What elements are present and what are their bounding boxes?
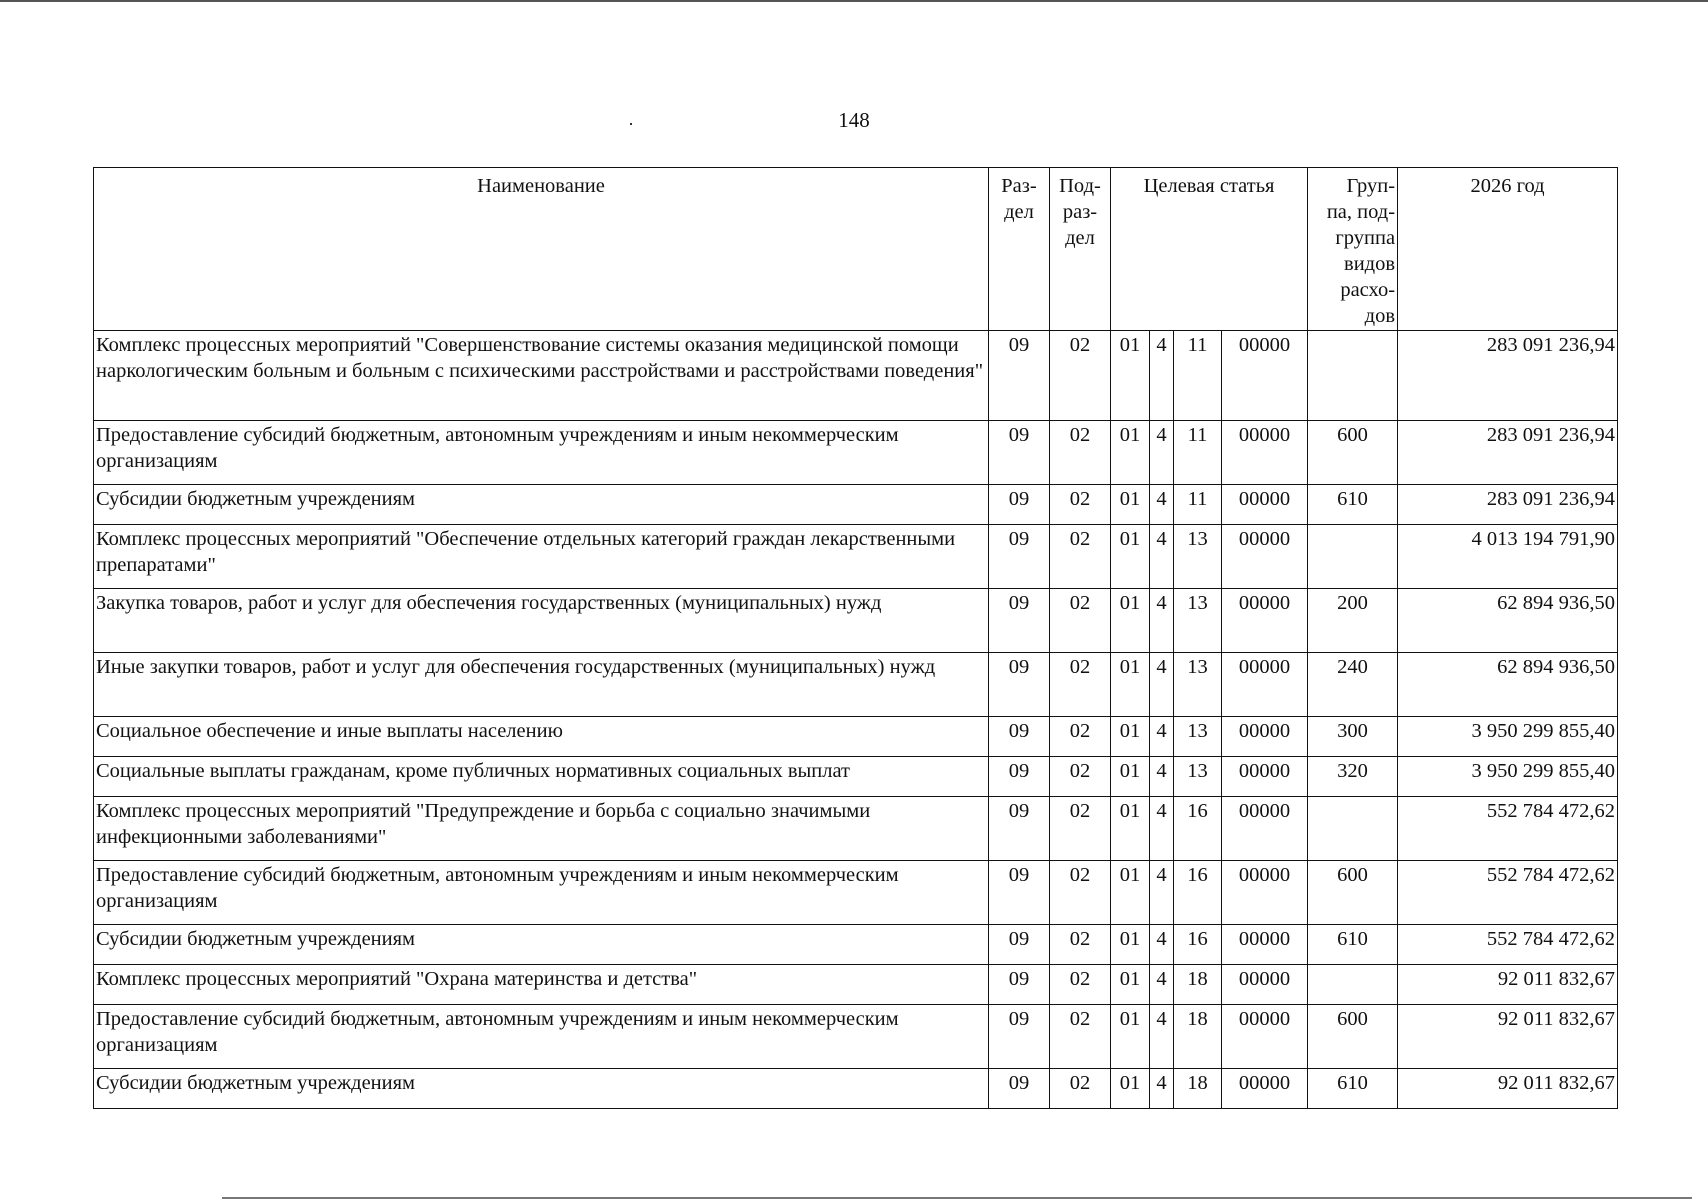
row-expense-group: 300 bbox=[1308, 717, 1398, 757]
row-name: Иные закупки товаров, работ и услуг для обеспечения государственных (муниципальных) нужд bbox=[94, 653, 989, 717]
row-target-subprogram: 13 bbox=[1174, 653, 1222, 717]
row-target-program: 01 bbox=[1111, 717, 1150, 757]
row-razdel: 09 bbox=[989, 589, 1050, 653]
row-name: Комплекс процессных мероприятий "Предупреждение и борьба с социально значимыми инфекционными заболеваниями" bbox=[94, 797, 989, 861]
row-target-program: 01 bbox=[1111, 485, 1150, 525]
row-podrazdel: 02 bbox=[1050, 965, 1111, 1005]
row-podrazdel: 02 bbox=[1050, 485, 1111, 525]
header-razdel: Раз- дел bbox=[989, 168, 1050, 331]
row-amount: 283 091 236,94 bbox=[1398, 421, 1618, 485]
row-target-program: 01 bbox=[1111, 525, 1150, 589]
row-amount: 4 013 194 791,90 bbox=[1398, 525, 1618, 589]
row-target-type: 4 bbox=[1150, 757, 1174, 797]
row-target-program: 01 bbox=[1111, 331, 1150, 421]
table-row bbox=[94, 861, 1618, 925]
row-amount: 62 894 936,50 bbox=[1398, 589, 1618, 653]
row-name: Комплекс процессных мероприятий "Охрана материнства и детства" bbox=[94, 965, 989, 1005]
row-podrazdel: 02 bbox=[1050, 525, 1111, 589]
table-row bbox=[94, 331, 1618, 421]
row-target-subprogram: 13 bbox=[1174, 717, 1222, 757]
row-podrazdel: 02 bbox=[1050, 797, 1111, 861]
table-row bbox=[94, 717, 1618, 757]
row-razdel: 09 bbox=[989, 653, 1050, 717]
row-razdel: 09 bbox=[989, 861, 1050, 925]
row-target-type: 4 bbox=[1150, 589, 1174, 653]
row-target-subprogram: 18 bbox=[1174, 1005, 1222, 1069]
row-name: Закупка товаров, работ и услуг для обеспечения государственных (муниципальных) нужд bbox=[94, 589, 989, 653]
row-target-type: 4 bbox=[1150, 1005, 1174, 1069]
row-target-subprogram: 11 bbox=[1174, 485, 1222, 525]
row-target-direction: 00000 bbox=[1222, 797, 1308, 861]
row-podrazdel: 02 bbox=[1050, 421, 1111, 485]
row-amount: 92 011 832,67 bbox=[1398, 1069, 1618, 1109]
row-expense-group: 610 bbox=[1308, 1069, 1398, 1109]
row-target-type: 4 bbox=[1150, 421, 1174, 485]
table-row bbox=[94, 1069, 1618, 1109]
row-target-subprogram: 13 bbox=[1174, 525, 1222, 589]
row-razdel: 09 bbox=[989, 421, 1050, 485]
header-name: Наименование bbox=[94, 168, 989, 331]
row-target-type: 4 bbox=[1150, 485, 1174, 525]
scan-top-edge bbox=[0, 0, 1708, 2]
row-name: Предоставление субсидий бюджетным, автономным учреждениям и иным некоммерческим организациям bbox=[94, 1005, 989, 1069]
header-podrazdel: Под- раз- дел bbox=[1050, 168, 1111, 331]
table-row bbox=[94, 1005, 1618, 1069]
row-expense-group: 600 bbox=[1308, 421, 1398, 485]
table-row bbox=[94, 925, 1618, 965]
row-target-program: 01 bbox=[1111, 861, 1150, 925]
row-name: Социальное обеспечение и иные выплаты населению bbox=[94, 717, 989, 757]
row-podrazdel: 02 bbox=[1050, 717, 1111, 757]
row-target-direction: 00000 bbox=[1222, 861, 1308, 925]
row-target-program: 01 bbox=[1111, 965, 1150, 1005]
row-target-subprogram: 11 bbox=[1174, 421, 1222, 485]
row-amount: 3 950 299 855,40 bbox=[1398, 717, 1618, 757]
row-target-program: 01 bbox=[1111, 757, 1150, 797]
row-target-type: 4 bbox=[1150, 717, 1174, 757]
row-target-type: 4 bbox=[1150, 965, 1174, 1005]
row-target-program: 01 bbox=[1111, 1005, 1150, 1069]
row-amount: 552 784 472,62 bbox=[1398, 861, 1618, 925]
table-row bbox=[94, 653, 1618, 717]
header-target-article: Целевая статья bbox=[1111, 168, 1308, 331]
row-amount: 92 011 832,67 bbox=[1398, 1005, 1618, 1069]
row-target-subprogram: 13 bbox=[1174, 757, 1222, 797]
row-razdel: 09 bbox=[989, 1069, 1050, 1109]
row-expense-group: 320 bbox=[1308, 757, 1398, 797]
row-target-type: 4 bbox=[1150, 525, 1174, 589]
table-row bbox=[94, 589, 1618, 653]
row-expense-group: 610 bbox=[1308, 485, 1398, 525]
row-target-direction: 00000 bbox=[1222, 589, 1308, 653]
row-expense-group: 200 bbox=[1308, 589, 1398, 653]
row-amount: 552 784 472,62 bbox=[1398, 925, 1618, 965]
row-razdel: 09 bbox=[989, 525, 1050, 589]
table-row bbox=[94, 421, 1618, 485]
row-target-program: 01 bbox=[1111, 653, 1150, 717]
row-expense-group bbox=[1308, 965, 1398, 1005]
row-target-subprogram: 16 bbox=[1174, 797, 1222, 861]
row-target-type: 4 bbox=[1150, 797, 1174, 861]
row-target-direction: 00000 bbox=[1222, 525, 1308, 589]
row-target-subprogram: 18 bbox=[1174, 965, 1222, 1005]
row-podrazdel: 02 bbox=[1050, 925, 1111, 965]
row-expense-group: 600 bbox=[1308, 1005, 1398, 1069]
row-target-direction: 00000 bbox=[1222, 485, 1308, 525]
row-target-direction: 00000 bbox=[1222, 1069, 1308, 1109]
row-target-subprogram: 18 bbox=[1174, 1069, 1222, 1109]
row-amount: 92 011 832,67 bbox=[1398, 965, 1618, 1005]
page-number: 148 bbox=[838, 108, 870, 132]
header-year: 2026 год bbox=[1398, 168, 1618, 331]
row-target-program: 01 bbox=[1111, 1069, 1150, 1109]
row-target-direction: 00000 bbox=[1222, 421, 1308, 485]
row-razdel: 09 bbox=[989, 1005, 1050, 1069]
row-razdel: 09 bbox=[989, 925, 1050, 965]
table-header-row bbox=[94, 168, 1618, 331]
row-podrazdel: 02 bbox=[1050, 861, 1111, 925]
table-row bbox=[94, 485, 1618, 525]
row-target-program: 01 bbox=[1111, 925, 1150, 965]
row-name: Субсидии бюджетным учреждениям bbox=[94, 925, 989, 965]
row-target-subprogram: 16 bbox=[1174, 861, 1222, 925]
row-podrazdel: 02 bbox=[1050, 757, 1111, 797]
row-target-direction: 00000 bbox=[1222, 965, 1308, 1005]
row-razdel: 09 bbox=[989, 965, 1050, 1005]
row-podrazdel: 02 bbox=[1050, 653, 1111, 717]
table-row bbox=[94, 525, 1618, 589]
row-amount: 283 091 236,94 bbox=[1398, 331, 1618, 421]
table-row bbox=[94, 757, 1618, 797]
row-name: Предоставление субсидий бюджетным, автономным учреждениям и иным некоммерческим организациям bbox=[94, 421, 989, 485]
row-amount: 62 894 936,50 bbox=[1398, 653, 1618, 717]
budget-table bbox=[93, 167, 1618, 1109]
row-expense-group: 610 bbox=[1308, 925, 1398, 965]
row-target-subprogram: 13 bbox=[1174, 589, 1222, 653]
row-expense-group bbox=[1308, 797, 1398, 861]
row-expense-group: 600 bbox=[1308, 861, 1398, 925]
row-amount: 283 091 236,94 bbox=[1398, 485, 1618, 525]
scan-bottom-edge bbox=[222, 1197, 1692, 1199]
row-name: Комплекс процессных мероприятий "Обеспечение отдельных категорий граждан лекарственными препаратами" bbox=[94, 525, 989, 589]
row-razdel: 09 bbox=[989, 485, 1050, 525]
row-target-direction: 00000 bbox=[1222, 925, 1308, 965]
row-target-direction: 00000 bbox=[1222, 1005, 1308, 1069]
table-row bbox=[94, 965, 1618, 1005]
header-expense-group: Груп- па, под- группа видов расхо- дов bbox=[1308, 168, 1398, 331]
row-expense-group: 240 bbox=[1308, 653, 1398, 717]
row-razdel: 09 bbox=[989, 757, 1050, 797]
table-row bbox=[94, 797, 1618, 861]
row-target-type: 4 bbox=[1150, 925, 1174, 965]
row-target-direction: 00000 bbox=[1222, 331, 1308, 421]
row-target-subprogram: 11 bbox=[1174, 331, 1222, 421]
row-target-direction: 00000 bbox=[1222, 757, 1308, 797]
row-razdel: 09 bbox=[989, 717, 1050, 757]
row-amount: 3 950 299 855,40 bbox=[1398, 757, 1618, 797]
row-podrazdel: 02 bbox=[1050, 331, 1111, 421]
row-target-program: 01 bbox=[1111, 421, 1150, 485]
row-target-type: 4 bbox=[1150, 653, 1174, 717]
row-podrazdel: 02 bbox=[1050, 1069, 1111, 1109]
row-expense-group bbox=[1308, 331, 1398, 421]
row-target-subprogram: 16 bbox=[1174, 925, 1222, 965]
row-target-program: 01 bbox=[1111, 797, 1150, 861]
row-expense-group bbox=[1308, 525, 1398, 589]
row-podrazdel: 02 bbox=[1050, 1005, 1111, 1069]
row-target-direction: 00000 bbox=[1222, 717, 1308, 757]
row-name: Субсидии бюджетным учреждениям bbox=[94, 485, 989, 525]
row-target-type: 4 bbox=[1150, 331, 1174, 421]
row-target-program: 01 bbox=[1111, 589, 1150, 653]
row-name: Социальные выплаты гражданам, кроме публичных нормативных социальных выплат bbox=[94, 757, 989, 797]
row-podrazdel: 02 bbox=[1050, 589, 1111, 653]
row-name: Субсидии бюджетным учреждениям bbox=[94, 1069, 989, 1109]
row-name: Комплекс процессных мероприятий "Совершенствование системы оказания медицинской помощи наркологическим больным и больным с психическими расстройствами и расстройствами поведения" bbox=[94, 331, 989, 421]
row-amount: 552 784 472,62 bbox=[1398, 797, 1618, 861]
row-razdel: 09 bbox=[989, 331, 1050, 421]
row-name: Предоставление субсидий бюджетным, автономным учреждениям и иным некоммерческим организациям bbox=[94, 861, 989, 925]
row-target-type: 4 bbox=[1150, 1069, 1174, 1109]
row-target-type: 4 bbox=[1150, 861, 1174, 925]
row-razdel: 09 bbox=[989, 797, 1050, 861]
row-target-direction: 00000 bbox=[1222, 653, 1308, 717]
